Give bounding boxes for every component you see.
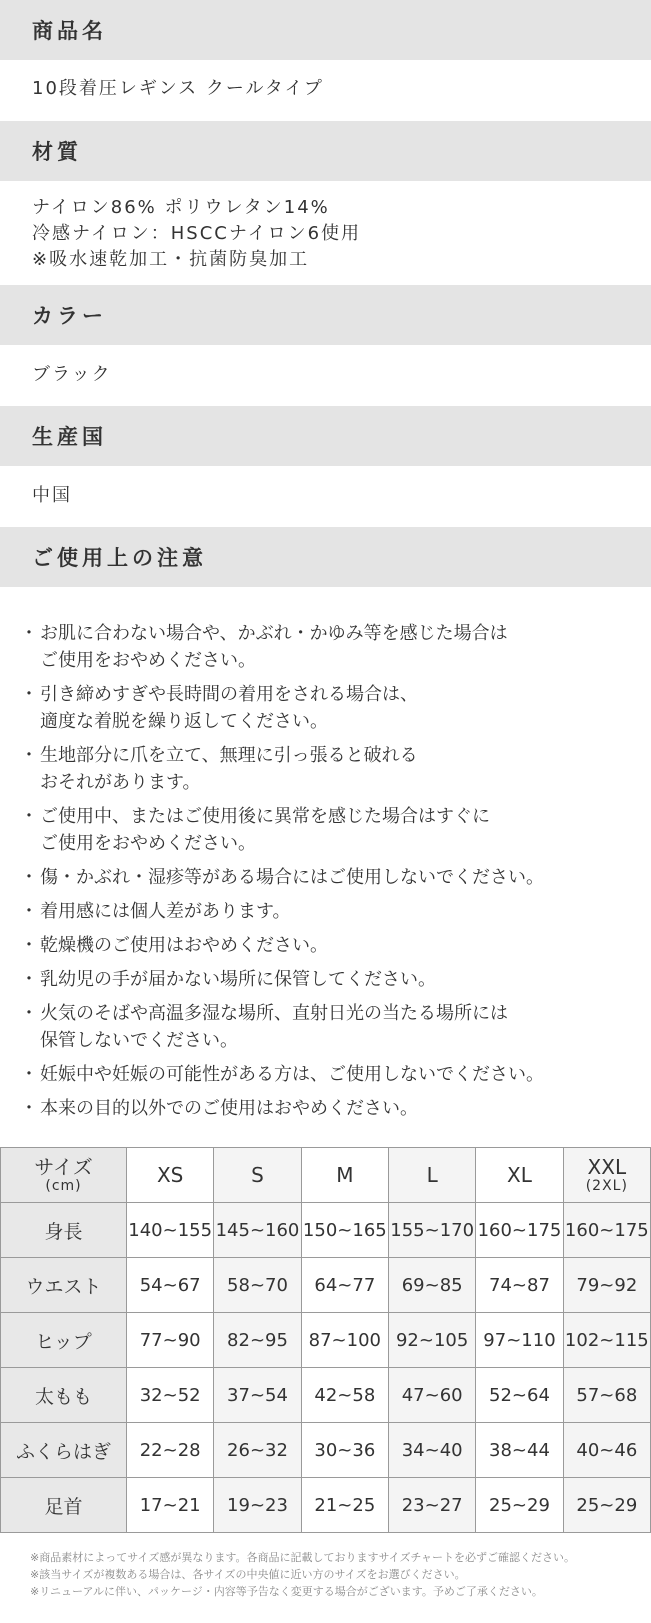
size-value-cell: 47~60 [388, 1368, 475, 1423]
size-value-cell: 57~68 [563, 1368, 650, 1423]
color-body [32, 362, 112, 388]
size-value-cell: 64~77 [301, 1258, 388, 1313]
size-value-cell: 160~175 [476, 1203, 563, 1258]
size-row-label: 足首 [1, 1478, 127, 1533]
size-header-label: S [251, 1163, 264, 1187]
caution-item: ・ 引き締めすぎや長時間の着用をされる場合は、 適度な着脱を繰り返してください。 [30, 681, 640, 735]
size-row-label: ヒップ [1, 1313, 127, 1368]
size-header-row [1, 1148, 651, 1203]
caution-item: ・ 傷・かぶれ・湿疹等がある場合にはご使用しないでください。 [30, 864, 640, 891]
caution-item: ・ 着用感には個人差があります。 [30, 898, 640, 925]
color-text: ブラック [32, 364, 112, 385]
size-header-label: XXL [587, 1155, 627, 1179]
size-header-cell [127, 1148, 214, 1203]
cautions-header [0, 527, 651, 587]
caution-item: ・ 妊娠中や妊娠の可能性がある方は、ご使用しないでください。 [30, 1061, 640, 1088]
size-header-cell [563, 1148, 650, 1203]
caution-item: ・ 乾燥機のご使用はおやめください。 [30, 932, 640, 959]
size-row [1, 1478, 651, 1533]
size-value-cell: 102~115 [563, 1313, 650, 1368]
size-row-label: ウエスト [1, 1258, 127, 1313]
size-header-cell [388, 1148, 475, 1203]
size-value-cell: 145~160 [214, 1203, 301, 1258]
size-corner-unit: (cm) [45, 1178, 82, 1194]
size-corner-cell [1, 1148, 127, 1203]
material-body [32, 195, 361, 273]
material-header [0, 121, 651, 181]
size-row-label: 太もも [1, 1368, 127, 1423]
size-value-cell: 21~25 [301, 1478, 388, 1533]
size-value-cell: 26~32 [214, 1423, 301, 1478]
footnote: ※商品素材によってサイズ感が異なります。各商品に記載しておりますサイズチャートを必ずご確認ください。 [30, 1551, 576, 1564]
material-line: ナイロン86% ポリウレタン14% [32, 197, 330, 218]
caution-item: ・ 火気のそばや高温多湿な場所、直射日光の当たる場所には 保管しないでください。 [30, 1000, 640, 1054]
size-value-cell: 92~105 [388, 1313, 475, 1368]
size-value-cell: 42~58 [301, 1368, 388, 1423]
material-line: 冷感ナイロン：HSCCナイロン6使用 [32, 223, 362, 244]
size-value-cell: 40~46 [563, 1423, 650, 1478]
size-value-cell: 97~110 [476, 1313, 563, 1368]
size-value-cell: 25~29 [476, 1478, 563, 1533]
size-value-cell: 87~100 [301, 1313, 388, 1368]
size-value-cell: 52~64 [476, 1368, 563, 1423]
size-value-cell: 30~36 [301, 1423, 388, 1478]
size-value-cell: 17~21 [127, 1478, 214, 1533]
caution-item: ・ お肌に合わない場合や、かぶれ・かゆみ等を感じた場合は ご使用をおやめください。 [30, 620, 640, 674]
material-line: ※吸水速乾加工・抗菌防臭加工 [32, 249, 310, 270]
size-header-label: L [426, 1163, 438, 1187]
size-header-label: XL [507, 1163, 532, 1187]
size-header-label: XS [156, 1163, 184, 1187]
size-value-cell: 69~85 [388, 1258, 475, 1313]
footnote: ※リニューアルに伴い、パッケージ・内容等予告なく変更する場合がございます。予めご了承ください。 [30, 1585, 543, 1598]
size-header-sublabel: (2XL) [585, 1178, 628, 1194]
caution-item: ・ 本来の目的以外でのご使用はおやめください。 [30, 1095, 640, 1122]
size-value-cell: 140~155 [127, 1203, 214, 1258]
size-value-cell: 58~70 [214, 1258, 301, 1313]
size-row [1, 1368, 651, 1423]
size-value-cell: 77~90 [127, 1313, 214, 1368]
origin-body [32, 483, 72, 509]
size-row [1, 1203, 651, 1258]
color-heading: カラー [32, 304, 107, 328]
size-value-cell: 34~40 [388, 1423, 475, 1478]
caution-item: ・ ご使用中、またはご使用後に異常を感じた場合はすぐに ご使用をおやめください。 [30, 803, 640, 857]
size-header-cell [301, 1148, 388, 1203]
size-row [1, 1258, 651, 1313]
product-name-header [0, 0, 651, 60]
size-value-cell: 32~52 [127, 1368, 214, 1423]
size-value-cell: 150~165 [301, 1203, 388, 1258]
caution-item: ・ 乳幼児の手が届かない場所に保管してください。 [30, 966, 640, 993]
size-header-cell [214, 1148, 301, 1203]
product-name-heading: 商品名 [32, 19, 107, 43]
size-chart-body [1, 1148, 651, 1533]
size-value-cell: 22~28 [127, 1423, 214, 1478]
size-row-label: ふくらはぎ [1, 1423, 127, 1478]
size-value-cell: 38~44 [476, 1423, 563, 1478]
size-row [1, 1423, 651, 1478]
size-row [1, 1313, 651, 1368]
size-value-cell: 19~23 [214, 1478, 301, 1533]
origin-header [0, 406, 651, 466]
footnote: ※該当サイズが複数ある場合は、各サイズの中央値に近い方のサイズをお選びください。 [30, 1568, 466, 1581]
product-name-body [32, 76, 324, 102]
color-header [0, 285, 651, 345]
size-corner-main: サイズ [34, 1155, 93, 1179]
size-row-label: 身長 [1, 1203, 127, 1258]
size-value-cell: 79~92 [563, 1258, 650, 1313]
size-value-cell: 25~29 [563, 1478, 650, 1533]
size-value-cell: 82~95 [214, 1313, 301, 1368]
size-value-cell: 37~54 [214, 1368, 301, 1423]
origin-text: 中国 [32, 485, 72, 506]
caution-item: ・ 生地部分に爪を立て、無理に引っ張ると破れる おそれがあります。 [30, 742, 640, 796]
size-value-cell: 23~27 [388, 1478, 475, 1533]
size-header-cell [476, 1148, 563, 1203]
footnotes [30, 1549, 640, 1600]
cautions-heading: ご使用上の注意 [32, 546, 207, 570]
size-header-label: M [336, 1163, 354, 1187]
origin-heading: 生産国 [32, 425, 107, 449]
cautions-list [30, 620, 640, 1129]
size-value-cell: 54~67 [127, 1258, 214, 1313]
size-value-cell: 74~87 [476, 1258, 563, 1313]
size-value-cell: 160~175 [563, 1203, 650, 1258]
size-chart-table [0, 1147, 651, 1533]
material-heading: 材質 [32, 140, 82, 164]
size-value-cell: 155~170 [388, 1203, 475, 1258]
product-name-text: 10段着圧レギンス クールタイプ [32, 78, 324, 99]
